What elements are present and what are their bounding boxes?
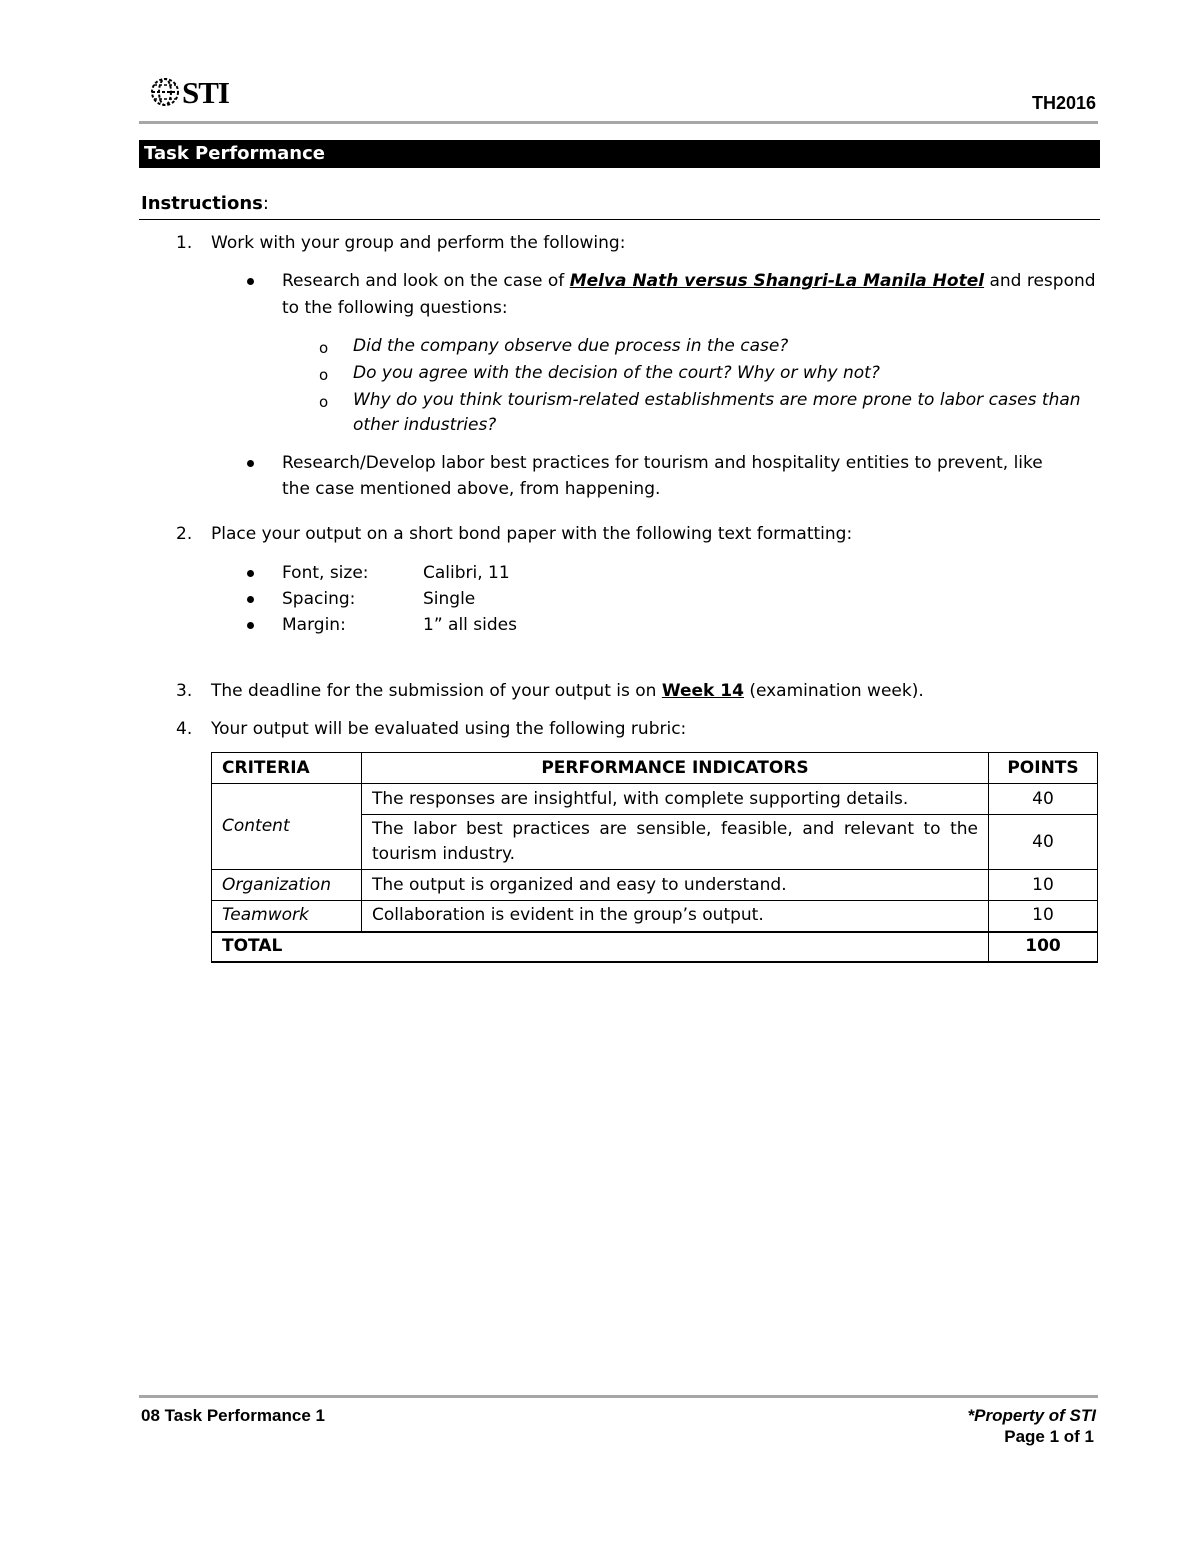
sub-bullet-icon: o bbox=[319, 339, 329, 357]
table-total-row bbox=[212, 932, 1098, 962]
header-divider bbox=[139, 121, 1098, 124]
table-header-row bbox=[212, 753, 1098, 784]
item-text: Place your output on a short bond paper with the following text formatting: bbox=[211, 524, 853, 544]
bullet-text bbox=[282, 268, 1096, 294]
indicator-cell: The labor best practices are sensible, feasible, and relevant to the tourism industry. bbox=[362, 815, 989, 870]
question-text: Do you agree with the decision of the court? Why or why not? bbox=[353, 363, 880, 383]
bullet-icon bbox=[247, 596, 254, 603]
item-text: Work with your group and perform the following: bbox=[211, 233, 626, 253]
footer-doc-name: 08 Task Performance 1 bbox=[141, 1406, 325, 1425]
item-number: 4. bbox=[176, 719, 193, 739]
logo-wordmark: STI bbox=[182, 74, 229, 110]
question-text: Why do you think tourism-related establishments are more prone to labor cases than bbox=[353, 390, 1081, 410]
sub-bullet-icon: o bbox=[319, 393, 329, 411]
bullet-text: Research/Develop labor best practices for tourism and hospitality entities to prevent, like bbox=[282, 453, 1043, 473]
points-cell: 40 bbox=[989, 815, 1098, 870]
bullet-icon bbox=[247, 460, 254, 467]
footer-divider bbox=[139, 1395, 1098, 1398]
bullet-text-part: and respond bbox=[984, 271, 1096, 291]
bullet-text-part: Research and look on the case of bbox=[282, 271, 570, 291]
header-indicators: PERFORMANCE INDICATORS bbox=[362, 753, 989, 784]
sti-logo bbox=[150, 74, 229, 110]
header-criteria: CRITERIA bbox=[212, 753, 362, 784]
total-label: TOTAL bbox=[212, 932, 989, 962]
table-row bbox=[212, 784, 1098, 815]
footer-page-number: Page 1 of 1 bbox=[1004, 1427, 1094, 1446]
format-value: Single bbox=[423, 589, 476, 609]
instructions-divider bbox=[139, 219, 1100, 220]
points-cell: 40 bbox=[989, 784, 1098, 815]
question-text: Did the company observe due process in the case? bbox=[353, 336, 789, 356]
bullet-icon bbox=[247, 278, 254, 285]
globe-icon bbox=[150, 77, 180, 107]
section-title-bar bbox=[139, 140, 1100, 168]
item-number: 3. bbox=[176, 681, 193, 701]
format-value: Calibri, 11 bbox=[423, 563, 510, 583]
instructions-label: Instructions bbox=[141, 193, 263, 214]
indicator-cell: The responses are insightful, with complete supporting details. bbox=[362, 784, 989, 815]
format-label: Margin: bbox=[282, 615, 346, 635]
indicator-cell: The output is organized and easy to understand. bbox=[362, 870, 989, 901]
instructions-colon: : bbox=[262, 193, 269, 214]
total-points: 100 bbox=[989, 932, 1098, 962]
table-row bbox=[212, 870, 1098, 901]
case-title: Melva Nath versus Shangri-La Manila Hotel bbox=[569, 271, 985, 291]
table-row bbox=[212, 901, 1098, 932]
bullet-icon bbox=[247, 622, 254, 629]
format-label: Spacing: bbox=[282, 589, 356, 609]
footer-property: *Property of STI bbox=[967, 1406, 1096, 1425]
criteria-cell: Teamwork bbox=[212, 901, 362, 932]
item-number: 2. bbox=[176, 524, 193, 544]
criteria-cell: Content bbox=[212, 784, 362, 870]
item-number: 1. bbox=[176, 233, 193, 253]
indicator-cell: Collaboration is evident in the group’s output. bbox=[362, 901, 989, 932]
section-title: Task Performance bbox=[144, 143, 326, 164]
format-value: 1” all sides bbox=[423, 615, 517, 635]
instructions-heading bbox=[141, 193, 269, 214]
bullet-text-line: to the following questions: bbox=[282, 298, 508, 318]
bullet-text-line: the case mentioned above, from happening. bbox=[282, 479, 661, 499]
deadline-week: Week 14 bbox=[661, 681, 744, 701]
format-label: Font, size: bbox=[282, 563, 369, 583]
item-text-part: The deadline for the submission of your output is on bbox=[211, 681, 662, 701]
sub-bullet-icon: o bbox=[319, 366, 329, 384]
header-points: POINTS bbox=[989, 753, 1098, 784]
item-text-part: (examination week). bbox=[743, 681, 924, 701]
points-cell: 10 bbox=[989, 870, 1098, 901]
course-code: TH2016 bbox=[1031, 93, 1096, 113]
bullet-icon bbox=[247, 570, 254, 577]
item-text bbox=[211, 678, 924, 704]
rubric-table bbox=[211, 752, 1098, 963]
criteria-cell: Organization bbox=[212, 870, 362, 901]
item-text: Your output will be evaluated using the following rubric: bbox=[211, 719, 687, 739]
question-text-line: other industries? bbox=[353, 415, 497, 435]
points-cell: 10 bbox=[989, 901, 1098, 932]
